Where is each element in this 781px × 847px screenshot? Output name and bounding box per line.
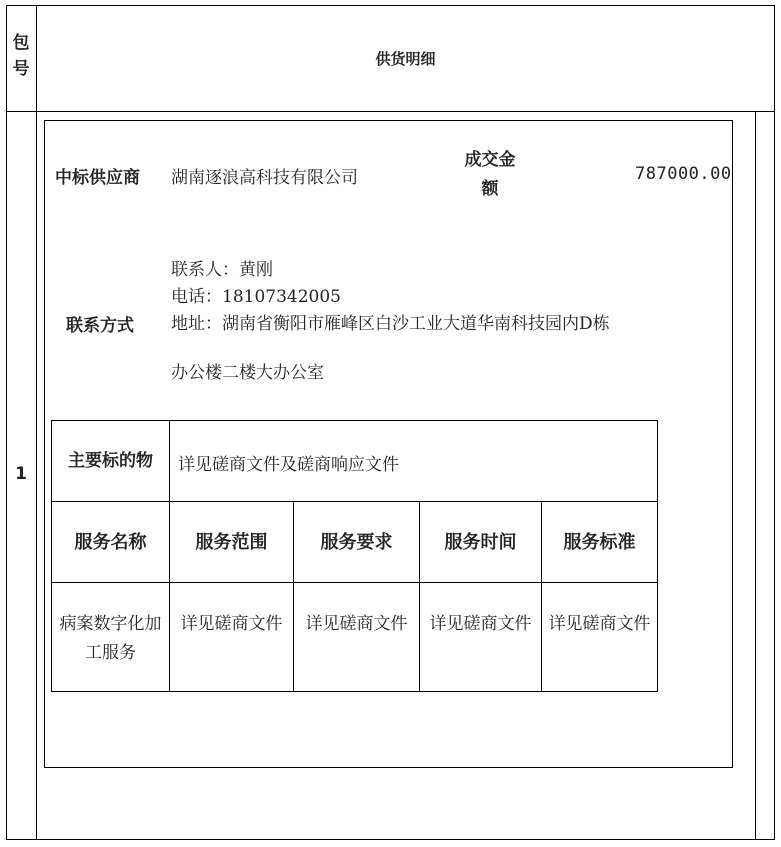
contact-label: 联系方式 bbox=[66, 316, 134, 336]
col-service-time: 服务时间 bbox=[444, 531, 517, 553]
package-number: 1 bbox=[15, 464, 27, 484]
col-service-name: 服务名称 bbox=[74, 531, 147, 553]
col-service-standard: 服务标准 bbox=[563, 531, 636, 553]
subject-table-right bbox=[657, 420, 658, 692]
contact-address: 地址：湖南省衡阳市雁峰区白沙工业大道华南科技园内D栋 bbox=[171, 314, 610, 334]
contact-phone: 电话：18107342005 bbox=[171, 287, 341, 307]
header-divider bbox=[6, 111, 775, 112]
inner-column-divider bbox=[755, 111, 756, 840]
service-name-value: 病案数字化加工服务 bbox=[59, 614, 162, 663]
supplier-name: 湖南逐浪高科技有限公司 bbox=[171, 168, 358, 188]
service-time-value: 详见磋商文件 bbox=[429, 614, 532, 634]
outer-bottom-border bbox=[6, 839, 775, 840]
supplier-label: 中标供应商 bbox=[55, 168, 140, 188]
subject-value: 详见磋商文件及磋商响应文件 bbox=[178, 455, 399, 475]
service-scope-value: 详见磋商文件 bbox=[180, 614, 283, 634]
contact-info bbox=[171, 257, 610, 387]
subject-table-bottom bbox=[51, 691, 658, 692]
contact-address-cont: 办公楼二楼大办公室 bbox=[171, 363, 324, 383]
col-service-scope: 服务范围 bbox=[195, 531, 268, 553]
contact-person: 联系人：黄刚 bbox=[171, 260, 273, 280]
detail-header: 供货明细 bbox=[375, 50, 436, 68]
package-column-divider bbox=[36, 5, 37, 840]
amount-label: 成交金额 bbox=[464, 150, 516, 199]
package-header: 包号 bbox=[12, 33, 30, 79]
outer-right-border bbox=[774, 5, 775, 840]
service-requirement-value: 详见磋商文件 bbox=[305, 614, 408, 634]
col-service-requirement: 服务要求 bbox=[320, 531, 393, 553]
outer-top-border bbox=[6, 5, 775, 6]
subject-label: 主要标的物 bbox=[68, 450, 153, 471]
service-standard-value: 详见磋商文件 bbox=[548, 614, 651, 634]
amount-value: 787000.00 bbox=[635, 164, 732, 184]
outer-left-border bbox=[6, 5, 7, 840]
